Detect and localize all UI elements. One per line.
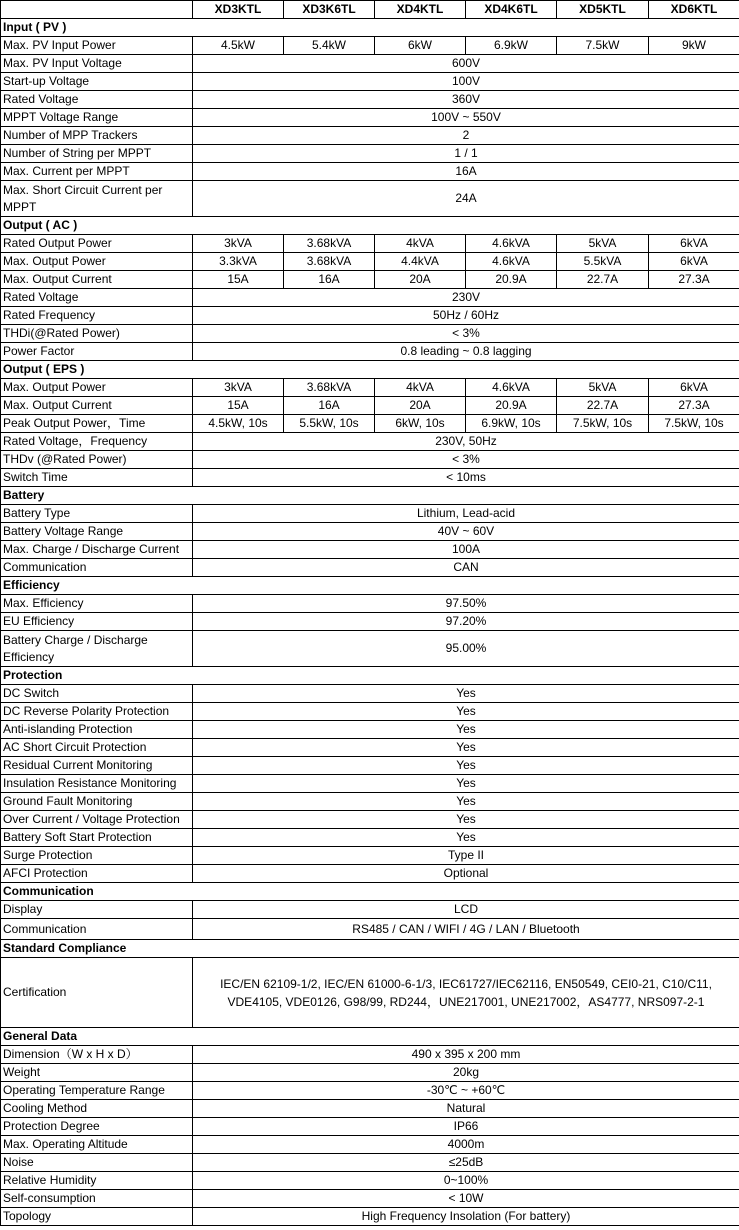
section-title: General Data — [1, 1028, 739, 1046]
param-value: 4.6kVA — [466, 253, 557, 271]
param-value: 7.5kW, 10s — [557, 415, 649, 433]
param-value: 20kg — [193, 1064, 739, 1082]
section-title: Efficiency — [1, 577, 739, 595]
param-label: Battery Voltage Range — [1, 523, 193, 541]
param-label: Max. Output Power — [1, 379, 193, 397]
param-value: Optional — [193, 865, 739, 883]
model-header: XD6KTL — [649, 1, 739, 19]
spec-row — [1, 271, 739, 289]
param-label: Power Factor — [1, 343, 193, 361]
section-title: Battery — [1, 487, 739, 505]
param-label: THDi(@Rated Power) — [1, 325, 193, 343]
param-label: Weight — [1, 1064, 193, 1082]
param-value: 6.9kW — [466, 37, 557, 55]
param-label: Switch Time — [1, 469, 193, 487]
param-value: 15A — [193, 397, 284, 415]
spec-row — [1, 958, 739, 1028]
param-label: Max. Operating Altitude — [1, 1136, 193, 1154]
section-header-row — [1, 19, 739, 37]
param-value: < 10ms — [193, 469, 739, 487]
param-label: Number of MPP Trackers — [1, 127, 193, 145]
param-value: High Frequency Insolation (For battery) — [193, 1208, 739, 1226]
param-value: 22.7A — [557, 397, 649, 415]
param-value: 4.5kW, 10s — [193, 415, 284, 433]
param-value: Lithium, Lead-acid — [193, 505, 739, 523]
param-label: Ground Fault Monitoring — [1, 793, 193, 811]
param-value: 50Hz / 60Hz — [193, 307, 739, 325]
spec-row — [1, 1154, 739, 1172]
param-value: 1 / 1 — [193, 145, 739, 163]
param-value: 5.5kVA — [557, 253, 649, 271]
param-label: Over Current / Voltage Protection — [1, 811, 193, 829]
param-value: < 10W — [193, 1190, 739, 1208]
param-label: Rated Output Power — [1, 235, 193, 253]
param-value: 4000m — [193, 1136, 739, 1154]
spec-row — [1, 847, 739, 865]
param-value: 360V — [193, 91, 739, 109]
param-label: Relative Humidity — [1, 1172, 193, 1190]
spec-row — [1, 307, 739, 325]
param-value: 6.9kW, 10s — [466, 415, 557, 433]
param-label: Start-up Voltage — [1, 73, 193, 91]
spec-row — [1, 811, 739, 829]
param-value: 4.5kW — [193, 37, 284, 55]
spec-row — [1, 289, 739, 307]
spec-row — [1, 505, 739, 523]
spec-row — [1, 37, 739, 55]
param-value: 40V ~ 60V — [193, 523, 739, 541]
section-title: Input ( PV ) — [1, 19, 739, 37]
param-value: 3.3kVA — [193, 253, 284, 271]
section-header-row — [1, 1028, 739, 1046]
param-value: IP66 — [193, 1118, 739, 1136]
param-value: 9kW — [649, 37, 739, 55]
param-value: Natural — [193, 1100, 739, 1118]
section-title: Output ( AC ) — [1, 217, 739, 235]
spec-row — [1, 109, 739, 127]
param-value: 97.50% — [193, 595, 739, 613]
spec-row — [1, 127, 739, 145]
spec-row — [1, 253, 739, 271]
param-value: 490 x 395 x 200 mm — [193, 1046, 739, 1064]
spec-row — [1, 793, 739, 811]
param-label: Cooling Method — [1, 1100, 193, 1118]
section-header-row — [1, 940, 739, 958]
param-value: 16A — [193, 163, 739, 181]
param-value: 6kVA — [649, 253, 739, 271]
section-header-row — [1, 577, 739, 595]
param-label: Max. Output Current — [1, 397, 193, 415]
section-header-row — [1, 667, 739, 685]
param-value: 7.5kW — [557, 37, 649, 55]
param-value: Yes — [193, 739, 739, 757]
param-value: 24A — [193, 181, 739, 217]
param-value: Type II — [193, 847, 739, 865]
spec-row — [1, 325, 739, 343]
param-value: 6kVA — [649, 379, 739, 397]
param-value: 600V — [193, 55, 739, 73]
model-header: XD4K6TL — [466, 1, 557, 19]
param-value: 22.7A — [557, 271, 649, 289]
param-label: Self-consumption — [1, 1190, 193, 1208]
param-value: < 3% — [193, 451, 739, 469]
param-label: AC Short Circuit Protection — [1, 739, 193, 757]
spec-row — [1, 739, 739, 757]
param-value: Yes — [193, 757, 739, 775]
param-value: Yes — [193, 703, 739, 721]
param-value: 5.5kW, 10s — [284, 415, 375, 433]
param-label: Surge Protection — [1, 847, 193, 865]
spec-row — [1, 721, 739, 739]
param-value: 20A — [375, 397, 466, 415]
param-label: Max. Short Circuit Current per MPPT — [1, 181, 193, 217]
header-corner — [1, 1, 193, 19]
param-value: 4kVA — [375, 235, 466, 253]
spec-row — [1, 91, 739, 109]
spec-row — [1, 595, 739, 613]
spec-row — [1, 235, 739, 253]
param-value: 3kVA — [193, 379, 284, 397]
param-value: 27.3A — [649, 271, 739, 289]
param-value: 27.3A — [649, 397, 739, 415]
param-value: 3kVA — [193, 235, 284, 253]
param-label: Rated Voltage，Frequency — [1, 433, 193, 451]
spec-row — [1, 685, 739, 703]
param-label: MPPT Voltage Range — [1, 109, 193, 127]
param-label: Dimension（W x H x D） — [1, 1046, 193, 1064]
section-header-row — [1, 883, 739, 901]
param-value: 3.68kVA — [284, 253, 375, 271]
param-value: 5.4kW — [284, 37, 375, 55]
param-value: < 3% — [193, 325, 739, 343]
param-label: Insulation Resistance Monitoring — [1, 775, 193, 793]
param-value: 0.8 leading ~ 0.8 lagging — [193, 343, 739, 361]
param-value: Yes — [193, 775, 739, 793]
spec-row — [1, 1046, 739, 1064]
spec-row — [1, 163, 739, 181]
model-header: XD3K6TL — [284, 1, 375, 19]
param-label: THDv (@Rated Power) — [1, 451, 193, 469]
param-value: 20A — [375, 271, 466, 289]
param-label: Max. Efficiency — [1, 595, 193, 613]
param-value: 3.68kVA — [284, 235, 375, 253]
spec-row — [1, 775, 739, 793]
param-value: 230V — [193, 289, 739, 307]
param-label: Number of String per MPPT — [1, 145, 193, 163]
param-label: Max. Output Current — [1, 271, 193, 289]
param-value: LCD — [193, 901, 739, 919]
param-label: Peak Output Power，Time — [1, 415, 193, 433]
param-value: 4kVA — [375, 379, 466, 397]
param-value: Yes — [193, 685, 739, 703]
param-value: 6kW — [375, 37, 466, 55]
spec-row — [1, 865, 739, 883]
param-value: 3.68kVA — [284, 379, 375, 397]
param-label: Communication — [1, 559, 193, 577]
spec-row — [1, 541, 739, 559]
param-label: Communication — [1, 919, 193, 940]
param-value: 20.9A — [466, 271, 557, 289]
spec-row — [1, 1064, 739, 1082]
spec-row — [1, 703, 739, 721]
param-label: Max. PV Input Power — [1, 37, 193, 55]
param-value: Yes — [193, 811, 739, 829]
param-label: DC Switch — [1, 685, 193, 703]
spec-row — [1, 379, 739, 397]
spec-row — [1, 1118, 739, 1136]
param-value: 16A — [284, 397, 375, 415]
section-header-row — [1, 217, 739, 235]
param-label: Max. Current per MPPT — [1, 163, 193, 181]
spec-row — [1, 343, 739, 361]
param-value: 6kW, 10s — [375, 415, 466, 433]
param-value: 230V, 50Hz — [193, 433, 739, 451]
param-value: 100A — [193, 541, 739, 559]
spec-row — [1, 757, 739, 775]
param-value: 16A — [284, 271, 375, 289]
param-value: ≤25dB — [193, 1154, 739, 1172]
spec-row — [1, 613, 739, 631]
spec-body — [1, 19, 739, 1226]
param-label: Battery Soft Start Protection — [1, 829, 193, 847]
param-label: Rated Voltage — [1, 91, 193, 109]
spec-row — [1, 55, 739, 73]
param-value: 95.00% — [193, 631, 739, 667]
spec-row — [1, 1172, 739, 1190]
param-value: Yes — [193, 829, 739, 847]
spec-row — [1, 559, 739, 577]
section-header-row — [1, 361, 739, 379]
header-row — [1, 1, 739, 19]
spec-row — [1, 919, 739, 940]
param-label: Protection Degree — [1, 1118, 193, 1136]
param-value: 100V ~ 550V — [193, 109, 739, 127]
param-value: 6kVA — [649, 235, 739, 253]
spec-row — [1, 901, 739, 919]
param-value: Yes — [193, 721, 739, 739]
param-label: Max. Charge / Discharge Current — [1, 541, 193, 559]
spec-row — [1, 415, 739, 433]
param-label: Topology — [1, 1208, 193, 1226]
param-label: Battery Charge / Discharge Efficiency — [1, 631, 193, 667]
param-label: Max. PV Input Voltage — [1, 55, 193, 73]
param-value: 15A — [193, 271, 284, 289]
spec-row — [1, 1190, 739, 1208]
param-label: EU Efficiency — [1, 613, 193, 631]
param-value: 4.4kVA — [375, 253, 466, 271]
section-title: Output ( EPS ) — [1, 361, 739, 379]
spec-row — [1, 433, 739, 451]
param-value: RS485 / CAN / WIFI / 4G / LAN / Bluetooth — [193, 919, 739, 940]
spec-row — [1, 181, 739, 217]
param-label: Certification — [1, 958, 193, 1028]
param-value: 4.6kVA — [466, 379, 557, 397]
param-label: Battery Type — [1, 505, 193, 523]
param-value: 0~100% — [193, 1172, 739, 1190]
param-value: 5kVA — [557, 235, 649, 253]
param-value: 100V — [193, 73, 739, 91]
param-label: Display — [1, 901, 193, 919]
section-title: Communication — [1, 883, 739, 901]
spec-row — [1, 1136, 739, 1154]
spec-row — [1, 1208, 739, 1226]
param-label: Max. Output Power — [1, 253, 193, 271]
spec-row — [1, 397, 739, 415]
param-label: DC Reverse Polarity Protection — [1, 703, 193, 721]
section-title: Standard Compliance — [1, 940, 739, 958]
param-label: Anti-islanding Protection — [1, 721, 193, 739]
param-label: Rated Frequency — [1, 307, 193, 325]
param-value: 4.6kVA — [466, 235, 557, 253]
spec-row — [1, 631, 739, 667]
param-value: 2 — [193, 127, 739, 145]
spec-row — [1, 1082, 739, 1100]
param-label: Noise — [1, 1154, 193, 1172]
param-label: Residual Current Monitoring — [1, 757, 193, 775]
model-header: XD5KTL — [557, 1, 649, 19]
param-value: 5kVA — [557, 379, 649, 397]
model-header: XD4KTL — [375, 1, 466, 19]
param-label: AFCI Protection — [1, 865, 193, 883]
spec-row — [1, 145, 739, 163]
param-value: IEC/EN 62109-1/2, IEC/EN 61000-6-1/3, IEC61727/IEC62116, EN50549, CEI0-21, C10/C11, VDE4105, VDE0126, G98/99, RD244，UNE217001, UNE217002，AS4777, NRS097-2-1 — [193, 958, 739, 1028]
param-value: -30℃ ~ +60℃ — [193, 1082, 739, 1100]
param-value: 97.20% — [193, 613, 739, 631]
param-value: 20.9A — [466, 397, 557, 415]
param-value: 7.5kW, 10s — [649, 415, 739, 433]
spec-row — [1, 469, 739, 487]
param-label: Operating Temperature Range — [1, 1082, 193, 1100]
section-header-row — [1, 487, 739, 505]
section-title: Protection — [1, 667, 739, 685]
model-header: XD3KTL — [193, 1, 284, 19]
param-value: CAN — [193, 559, 739, 577]
spec-row — [1, 451, 739, 469]
spec-row — [1, 523, 739, 541]
param-value: Yes — [193, 793, 739, 811]
spec-row — [1, 1100, 739, 1118]
spec-row — [1, 73, 739, 91]
param-label: Rated Voltage — [1, 289, 193, 307]
spec-row — [1, 829, 739, 847]
